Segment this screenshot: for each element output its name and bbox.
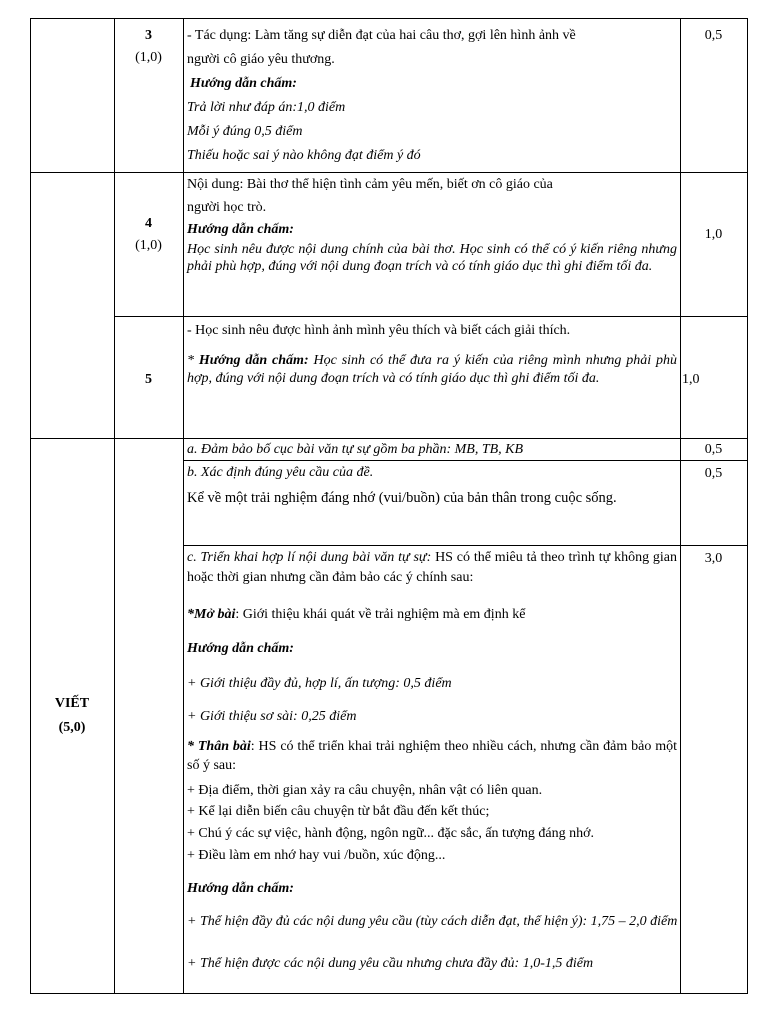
q5-score: 1,0 [682, 372, 700, 387]
criterion-c-text: HS có thể miêu tả theo trình tự không gian hoặc thời gian nhưng cần đảm bảo các ý chính sau: [187, 550, 677, 585]
guide-title-mo-bai: Hướng dẫn chấm: [187, 641, 294, 656]
q4-answer-line2: người học trò. [187, 200, 267, 215]
q4-score: 1,0 [704, 227, 723, 242]
criterion-a: a. Đảm bảo bố cục bài văn tự sự gồm ba phần: MB, TB, KB [187, 442, 524, 457]
than-bai-item: + Chú ý các sự việc, hành động, ngôn ngữ... đặc sắc, ấn tượng đáng nhớ. [187, 826, 595, 841]
row-divider-q5 [30, 438, 748, 439]
q4-answer-line1: Nội dung: Bài thơ thể hiện tình cảm yêu mến, biết ơn cô giáo của [187, 177, 553, 192]
column-divider-1 [114, 18, 115, 994]
guide-title-than-bai: Hướng dẫn chấm: [187, 881, 294, 896]
q4-guide-title: Hướng dẫn chấm: [187, 222, 294, 237]
criterion-b: b. Xác định đúng yêu cầu của đề. [187, 465, 374, 480]
mo-bai-text: : Giới thiệu khái quát về trải nghiệm mà em định kể [235, 607, 526, 622]
q5-guide-text: Học sinh có thể đưa ra ý kiến của riêng mình nhưng phải phù hợp, đúng với nội dung đoạn trích và có tính giáo dục thì ghi điểm tối đa. [187, 353, 678, 386]
mo-bai [187, 605, 525, 624]
than-bai-guide-1: + Thể hiện đầy đủ các nội dung yêu cầu (tùy cách diễn đạt, thể hiện ý): 1,75 – 2,0 điểm [187, 914, 678, 929]
q3-guide-title: Hướng dẫn chấm: [190, 76, 297, 91]
than-bai-item: + Kể lại diễn biến câu chuyện từ bắt đầu đến kết thúc; [187, 804, 490, 819]
criterion-c-label: c. Triển khai hợp lí nội dung bài văn tự sự: [187, 550, 432, 565]
table-border-bottom [30, 993, 748, 994]
than-bai [187, 737, 677, 775]
question-number-3: 3 [145, 28, 152, 43]
column-divider-3 [680, 18, 681, 994]
row-divider-b [183, 545, 748, 546]
q3-score: 0,5 [704, 28, 723, 43]
than-bai-text: : HS có thể triển khai trải nghiệm theo nhiều cách, nhưng cần đảm bảo một số ý sau: [187, 739, 677, 773]
question-points-3: (1,0) [135, 50, 162, 65]
table-border-top [30, 18, 748, 19]
q5-guide-title: Hướng dẫn chấm: [198, 353, 309, 368]
criterion-b-detail: Kể về một trải nghiệm đáng nhớ (vui/buồn) của bản thân trong cuộc sống. [187, 490, 617, 506]
row-divider-q3 [30, 172, 748, 173]
question-number-4: 4 [145, 216, 152, 231]
question-number-5: 5 [145, 372, 152, 387]
mo-bai-label: *Mở bài [187, 607, 236, 622]
q4-guide-text: Học sinh nêu được nội dung chính của bài thơ. Học sinh có thể có ý kiến riêng nhưng phải phù hợp, đúng với nội dung đoạn trích và có tính giáo dục thì ghi điểm tối đa. [187, 242, 677, 274]
than-bai-guide-2: + Thể hiện được các nội dung yêu cầu nhưng chưa đầy đủ: 1,0-1,5 điểm [187, 956, 594, 971]
row-divider-a [183, 460, 748, 461]
question-points-4: (1,0) [135, 238, 162, 253]
column-divider-2 [183, 18, 184, 994]
criterion-c-score: 3,0 [704, 551, 723, 566]
q3-answer-line1: - Tác dụng: Làm tăng sự diễn đạt của hai câu thơ, gợi lên hình ảnh về [187, 28, 576, 43]
criterion-c [187, 548, 677, 588]
criterion-a-score: 0,5 [704, 442, 723, 457]
than-bai-item: + Điều làm em nhớ hay vui /buồn, xúc động... [187, 848, 446, 863]
section-title-viet: VIẾT [54, 696, 90, 711]
criterion-b-score: 0,5 [704, 466, 723, 481]
section-points-viet: (5,0) [58, 720, 86, 735]
q5-guide [187, 352, 677, 388]
table-border-left [30, 18, 31, 994]
mo-bai-guide-1: + Giới thiệu đầy đủ, hợp lí, ấn tượng: 0,5 điểm [187, 676, 452, 691]
than-bai-item: + Địa điểm, thời gian xảy ra câu chuyện, nhân vật có liên quan. [187, 783, 543, 798]
q3-answer-line2: người cô giáo yêu thương. [187, 52, 335, 67]
q5-answer-line1: - Học sinh nêu được hình ảnh mình yêu thích và biết cách giải thích. [187, 323, 571, 338]
grading-table [30, 18, 748, 994]
q3-guide-line1: Trả lời như đáp án:1,0 điểm [187, 100, 346, 115]
q5-guide-prefix: * [187, 353, 199, 368]
than-bai-label: * Thân bài [187, 739, 251, 754]
q3-guide-line3: Thiếu hoặc sai ý nào không đạt điểm ý đó [187, 148, 421, 163]
q3-guide-line2: Mỗi ý đúng 0,5 điểm [187, 124, 303, 139]
table-border-right [747, 18, 748, 994]
mo-bai-guide-2: + Giới thiệu sơ sài: 0,25 điểm [187, 709, 357, 724]
row-divider-q4 [114, 316, 748, 317]
